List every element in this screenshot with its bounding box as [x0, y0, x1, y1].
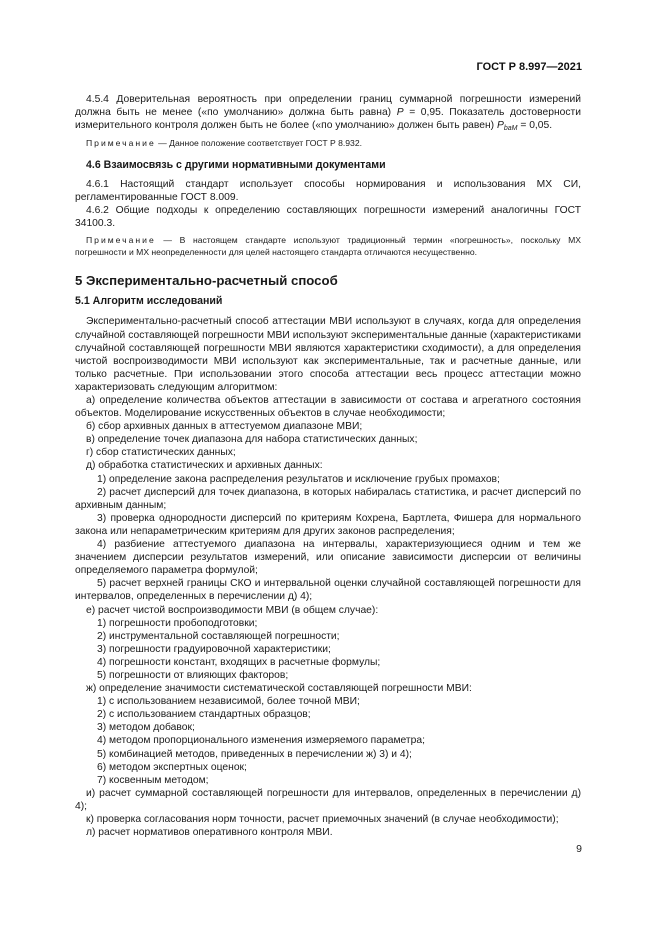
list-item: 6) методом экспертных оценок; — [97, 761, 247, 773]
list-item: 3) методом добавок; — [97, 722, 195, 734]
list-item: л) расчет нормативов оперативного контроля МВИ. — [86, 827, 333, 839]
list-item: 4) методом пропорционального изменения измеряемого параметра; — [97, 735, 425, 747]
list-item: 1) определение закона распределения результатов и исключение грубых промахов; — [97, 473, 500, 485]
algorithm-list — [75, 394, 581, 839]
list-item: 2) расчет дисперсий для точек диапазона, в которых набиралась статистика, и расчет дисперсий по архивным данным; — [75, 486, 581, 511]
section-5-1-title: 5.1 Алгоритм исследований — [75, 295, 223, 308]
list-item: 4) разбиение аттестуемого диапазона на интервалы, характеризующиеся одним и тем же значением дисперсии результатов измерений, или описание зависимости дисперсии от величины определяемого параметра формулой; — [75, 539, 581, 577]
list-item: 3) погрешности градуировочной характеристики; — [97, 643, 331, 655]
paragraph-4-6-2: 4.6.2 Общие подходы к определению составляющих погрешности измерений аналогичны ГОСТ 34100.3. — [75, 205, 581, 230]
note-terminology: Примечание — В настоящем стандарте используют традиционный термин «погрешность», поскольку МХ погрешности и МХ неопределенности для целей настоящего стандарта отличаются несущественно. — [75, 235, 581, 257]
list-item: г) сбор статистических данных; — [86, 447, 236, 459]
list-item: 1) с использованием независимой, более точной МВИ; — [97, 696, 360, 708]
paragraph-4-6-1: 4.6.1 Настоящий стандарт использует способы нормирования и использования МХ СИ, регламентированные ГОСТ 8.009. — [75, 178, 581, 203]
list-item: б) сбор архивных данных в аттестуемом диапазоне МВИ; — [86, 421, 363, 433]
section-5-intro: Экспериментально-расчетный способ аттестации МВИ используют в случаях, когда для определения случайной составляющей погрешности МВИ используют экспериментальные данные (характеристиками случайной составляющей погрешности МВИ являются характеристики сходимости), а для определения чистой воспроизводимости МВИ используют как экспериментальные, так и расчетные данные, или только расчетные. При использовании этого способа аттестации весь процесс аттестации можно характеризовать следующим алгоритмом: — [75, 316, 581, 393]
list-item: 2) инструментальной составляющей погрешности; — [97, 630, 340, 642]
list-item: в) определение точек диапазона для набора статистических данных; — [86, 434, 418, 446]
list-item: 3) проверка однородности дисперсий по критериям Кохрена, Бартлета, Фишера для нормального закона или непараметрическим критериям для других законов распределения; — [75, 512, 581, 537]
note-gost-8-932: Примечание — Данное положение соответствует ГОСТ Р 8.932. — [86, 138, 362, 149]
list-item: к) проверка согласования норм точности, расчет приемочных значений (в случае необходимости); — [86, 814, 559, 825]
list-item: д) обработка статистических и архивных данных: — [86, 460, 323, 472]
p-symbol-indexed: $P_{baM}$ — [496, 120, 518, 133]
document-header: ГОСТ Р 8.997—2021 — [476, 61, 582, 73]
section-4-6-title: 4.6 Взаимосвязь с другими нормативными документами — [86, 158, 386, 171]
section-5-title: 5 Экспериментально-расчетный способ — [75, 273, 338, 289]
paragraph-4-5-4: 4.5.4 Доверительная вероятность при определении границ суммарной погрешности измерений должна быть не менее («по умолчанию» должна быть равна) P = 0,95. Показатель достоверности измерительного контроля должен быть не более («по умолчанию» должен быть равен) $P_{baM} = 0,05$. — [75, 94, 581, 133]
page-content — [75, 93, 581, 839]
page-number: 9 — [576, 843, 582, 855]
list-item: 5) комбинацией методов, приведенных в перечислении ж) 3) и 4); — [97, 748, 412, 760]
list-item: 7) косвенным методом; — [97, 774, 209, 786]
list-item: а) определение количества объектов аттестации в зависимости от состава и агрегатного состояния объектов. Моделирование искусственных объектов в случае необходимости; — [75, 395, 581, 420]
list-item: 5) погрешности от влияющих факторов; — [97, 669, 289, 681]
p-symbol: P — [396, 107, 404, 119]
list-item: 5) расчет верхней границы СКО и интервальной оценки случайной составляющей погрешности для интервалов, определенных в перечислении д) 4); — [75, 578, 581, 603]
list-item: ж) определение значимости систематической составляющей погрешности МВИ: — [86, 683, 472, 695]
list-item: 1) погрешности пробоподготовки; — [97, 617, 258, 629]
list-item: е) расчет чистой воспроизводимости МВИ (в общем случае): — [86, 604, 379, 616]
list-item: и) расчет суммарной составляющей погрешности для интервалов, определенных в перечислении д) 4); — [75, 787, 581, 812]
list-item: 2) с использованием стандартных образцов; — [97, 709, 311, 721]
list-item: 4) погрешности констант, входящих в расчетные формулы; — [97, 656, 381, 668]
